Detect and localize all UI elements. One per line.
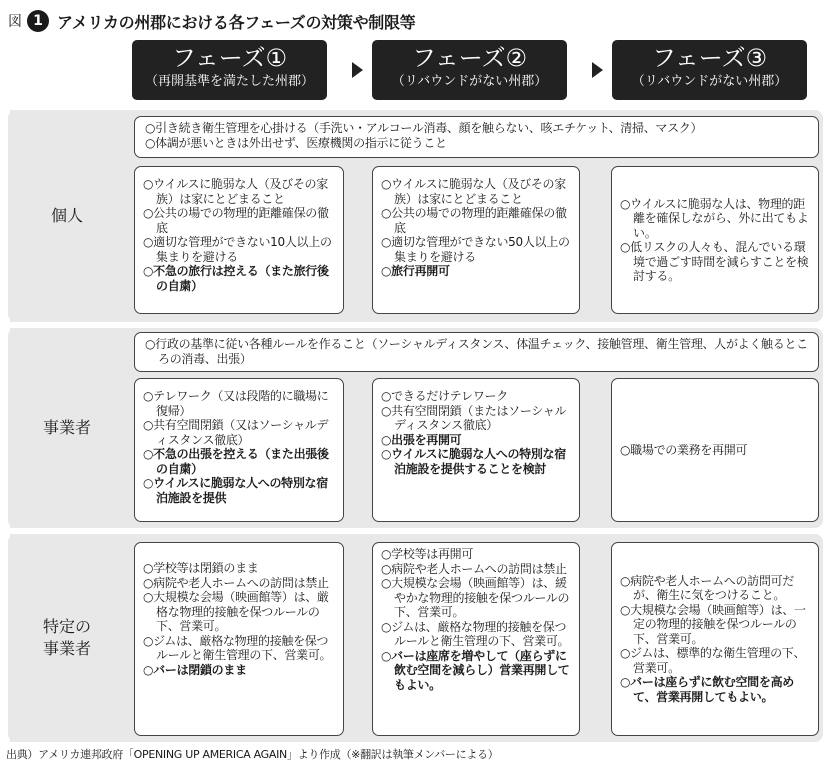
- category-label-individual: 個人: [10, 110, 124, 322]
- bullet-item: ○ ウイルスに脆弱な人への特別な宿泊施設を提供することを検討: [381, 447, 571, 476]
- bullet-item: ○ できるだけテレワーク: [381, 389, 571, 404]
- bullet-item: ○ 低リスクの人々も、混んでいる環境で過ごす時間を減らすことを検討する。: [620, 240, 810, 284]
- bullet-item: ○ ジムは、厳格な物理的接触を保つルールと衛生管理の下、営業可。: [143, 634, 335, 663]
- business-common-box: [134, 332, 819, 372]
- business-phase3-box: [611, 378, 819, 522]
- bullet-item: ○ 適切な管理ができない10人以上の集まりを避ける: [143, 235, 335, 264]
- bullet-item: ○ ウイルスに脆弱な人（及びその家族）は家にとどまること: [143, 177, 335, 206]
- phase-subtitle: （リバウンドがない州郡）: [391, 74, 548, 89]
- category-label-specific-business: 特定の 事業者: [10, 534, 124, 742]
- bullet-item: ○ 病院や老人ホームへの訪問可だが、衛生に気をつけること。: [620, 574, 810, 603]
- bullet-item: ○ バーは座らずに飲む空間を高めて、営業再開してもよい。: [620, 675, 810, 704]
- individual-phase1-box: [134, 166, 344, 314]
- category-label-business: 事業者: [10, 328, 124, 528]
- bullet-item: ○ 学校等は再開可: [381, 547, 571, 562]
- bullet-item: ○ ジムは、厳格な物理的接触を保つルールと衛生管理の下、営業可。: [381, 620, 571, 649]
- business-phase1-box: [134, 378, 344, 522]
- bullet-item: ○ 行政の基準に従い各種ルールを作ること（ソーシャルディスタンス、体温チェック、接触管理、衛生管理、人がよく触るところの消毒、出張）: [145, 337, 808, 366]
- bullet-item: ○ 旅行再開可: [381, 264, 571, 279]
- bullet-item: ○ 大規模な会場（映画館等）は、一定の物理的接触を保つルールの下、営業可。: [620, 603, 810, 647]
- figure-label: 図: [8, 14, 22, 30]
- bullet-item: ○ 適切な管理ができない50人以上の集まりを避ける: [381, 235, 571, 264]
- phase-subtitle: （再開基準を満たした州郡）: [144, 74, 314, 89]
- bullet-item: ○ 公共の場での物理的距離確保の徹底: [143, 206, 335, 235]
- phase-name: フェーズ①: [171, 44, 288, 72]
- bullet-item: ○ 引き続き衛生管理を心掛ける（手洗い・アルコール消毒、顔を触らない、咳エチケット、清掃、マスク）: [145, 121, 808, 136]
- bullet-item: ○ 学校等は閉鎖のまま: [143, 561, 335, 576]
- bullet-item: ○ 共有空間閉鎖（またはソーシャルディスタンス徹底）: [381, 404, 571, 433]
- phase-name: フェーズ②: [411, 44, 528, 72]
- bullet-item: ○ ウイルスに脆弱な人への特別な宿泊施設を提供: [143, 476, 335, 505]
- bullet-item: ○ 大規模な会場（映画館等）は、緩やかな物理的接触を保つルールの下、営業可。: [381, 576, 571, 620]
- individual-phase2-box: [372, 166, 580, 314]
- phase-name: フェーズ③: [651, 44, 768, 72]
- source-note: 出典）アメリカ連邦政府「OPENING UP AMERICA AGAIN」より作成（※翻訳は執筆メンバーによる）: [6, 748, 499, 761]
- bullet-item: ○ 不急の旅行は控える（また旅行後の自粛）: [143, 264, 335, 293]
- phase-header-3: [612, 40, 807, 100]
- bullet-item: ○ 職場での業務を再開可: [620, 443, 747, 458]
- bullet-item: ○ 不急の出張を控える（また出張後の自粛）: [143, 447, 335, 476]
- figure-title-text: アメリカの州郡における各フェーズの対策や制限等: [57, 12, 416, 32]
- bullet-item: ○ バーは座席を増やして（座らずに飲む空間を減らし）営業再開してもよい。: [381, 649, 571, 693]
- arrow-right-icon: [592, 62, 603, 78]
- bullet-item: ○ 共有空間閉鎖（又はソーシャルディスタンス徹底）: [143, 418, 335, 447]
- individual-common-box: [134, 116, 819, 158]
- phase-header-2: [372, 40, 567, 100]
- bullet-item: ○ 大規模な会場（映画館等）は、厳格な物理的接触を保つルールの下、営業可。: [143, 590, 335, 634]
- bullet-item: ○ ウイルスに脆弱な人は、物理的距離を確保しながら、外に出てもよい。: [620, 197, 810, 241]
- figure-number-badge: 1: [27, 10, 49, 32]
- bullet-item: ○ 体調が悪いときは外出せず、医療機関の指示に従うこと: [145, 136, 808, 151]
- bullet-item: ○ 病院や老人ホームへの訪問は禁止: [143, 576, 335, 591]
- figure-title: [8, 8, 415, 34]
- bullet-item: ○ 公共の場での物理的距離確保の徹底: [381, 206, 571, 235]
- bullet-item: ○ ウイルスに脆弱な人（及びその家族）は家にとどまること: [381, 177, 571, 206]
- bullet-item: ○ テレワーク（又は段階的に職場に復帰）: [143, 389, 335, 418]
- specific-phase2-box: [372, 542, 580, 736]
- arrow-right-icon: [352, 62, 363, 78]
- bullet-item: ○ 出張を再開可: [381, 433, 571, 448]
- individual-phase3-box: [611, 166, 819, 314]
- bullet-item: ○ ジムは、標準的な衛生管理の下、営業可。: [620, 646, 810, 675]
- phase-subtitle: （リバウンドがない州郡）: [631, 74, 788, 89]
- specific-phase1-box: [134, 542, 344, 736]
- business-phase2-box: [372, 378, 580, 522]
- bullet-item: ○ 病院や老人ホームへの訪問は禁止: [381, 562, 571, 577]
- specific-phase3-box: [611, 542, 819, 736]
- phase-header-1: [132, 40, 327, 100]
- bullet-item: ○ バーは閉鎖のまま: [143, 663, 335, 678]
